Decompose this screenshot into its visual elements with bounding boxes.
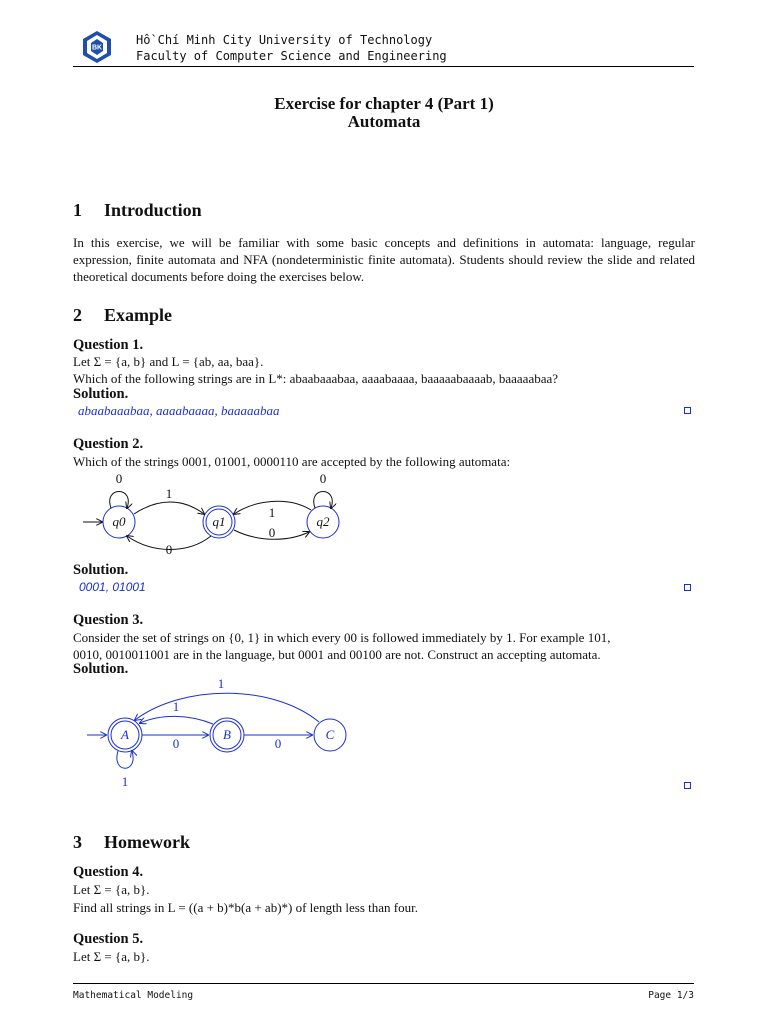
edge-q2-q1-label: 1 (268, 505, 276, 520)
edge-q2-loop-label: 0 (319, 471, 327, 486)
logo-text: BK (91, 44, 103, 52)
state-B-label: B (223, 727, 231, 742)
section-heading-homework (73, 832, 190, 853)
question-2-text: Which of the strings 0001, 01001, 0000110 are accepted by the following automata: (73, 454, 511, 469)
footer-divider (73, 983, 694, 984)
question-1-line-2: Which of the following strings are in L*: abaabaaabaa, aaaabaaaa, baaaaabaaaab, baaaaabaa? (73, 371, 559, 386)
question-5-line-1: Let Σ = {a, b}. (73, 949, 150, 964)
question-2-heading: Question 2. (73, 436, 144, 452)
section-number: 2 (73, 305, 82, 325)
automaton-diagram-q3 (73, 676, 373, 792)
section-number: 3 (73, 832, 82, 852)
qed-square-icon (684, 407, 691, 414)
question-2-solution: 0001, 01001 (79, 580, 146, 594)
automaton-diagram-q2 (73, 468, 373, 560)
footer-course: Mathematical Modeling (73, 990, 194, 1001)
question-1-solution: abaabaaabaa, aaaabaaaa, baaaaabaa (78, 403, 280, 418)
intro-paragraph: In this exercise, we will be familiar with some basic concepts and definitions in automata: language, regular expression, finite automata and NFA (nondeterministic finite automata). Students should review the slide and related theoretical documents before doing the exercises below. (73, 235, 695, 284)
question-2-solution-label: Solution. (73, 562, 129, 578)
section-heading-example (73, 305, 172, 326)
section-number: 1 (73, 200, 82, 220)
qed-square-icon (684, 782, 691, 789)
university-logo (80, 30, 114, 68)
question-4-heading: Question 4. (73, 864, 144, 880)
edge-A-loop (117, 751, 133, 768)
edge-q0-q1-label: 1 (165, 486, 173, 501)
edge-q1-q2-label: 0 (268, 525, 276, 540)
edge-A-loop-label: 1 (121, 774, 129, 789)
edge-C-A-label: 1 (217, 676, 225, 691)
state-A-label: A (121, 727, 129, 742)
qed-square-icon (684, 584, 691, 591)
question-4-line-2: Find all strings in L = ((a + b)*b(a + ab)*) of length less than four. (73, 900, 419, 915)
question-3-heading: Question 3. (73, 612, 144, 628)
state-q0-label: q0 (112, 514, 126, 529)
section-title: Introduction (104, 200, 202, 220)
question-3-line-2: 0010, 0010011001 are in the language, but 0001 and 00100 are not. Construct an accepting automata. (73, 647, 601, 662)
question-1-solution-label: Solution. (73, 386, 129, 402)
question-3-solution-label: Solution. (73, 661, 129, 677)
faculty-name: Faculty of Computer Science and Engineering (136, 49, 447, 63)
question-5-heading: Question 5. (73, 931, 144, 947)
edge-A-B-label: 0 (172, 736, 180, 751)
edge-q1-q0-label: 0 (165, 542, 173, 557)
section-title: Homework (104, 832, 190, 852)
question-1-heading: Question 1. (73, 337, 144, 353)
document-title: Exercise for chapter 4 (Part 1) (274, 94, 494, 113)
question-3-line-1: Consider the set of strings on {0, 1} in which every 00 is followed immediately by 1. For example 101, (73, 630, 611, 645)
edge-B-A (140, 716, 213, 724)
document-subtitle: Automata (347, 112, 421, 131)
state-q1-label: q1 (212, 514, 226, 529)
state-C-label: C (325, 727, 335, 742)
header-divider (73, 66, 694, 67)
footer-page-number: Page 1/3 (648, 990, 694, 1001)
section-heading-introduction (73, 200, 202, 221)
edge-B-A-label: 1 (172, 699, 180, 714)
question-1-line-1: Let Σ = {a, b} and L = {ab, aa, baa}. (73, 354, 264, 369)
university-name: Hồ Chí Minh City University of Technology (136, 33, 433, 47)
edge-B-C-label: 0 (274, 736, 282, 751)
state-q2-label: q2 (316, 514, 330, 529)
edge-q0-q1 (134, 502, 204, 514)
section-title: Example (104, 305, 173, 325)
question-4-line-1: Let Σ = {a, b}. (73, 882, 150, 897)
edge-q0-loop-label: 0 (115, 471, 123, 486)
